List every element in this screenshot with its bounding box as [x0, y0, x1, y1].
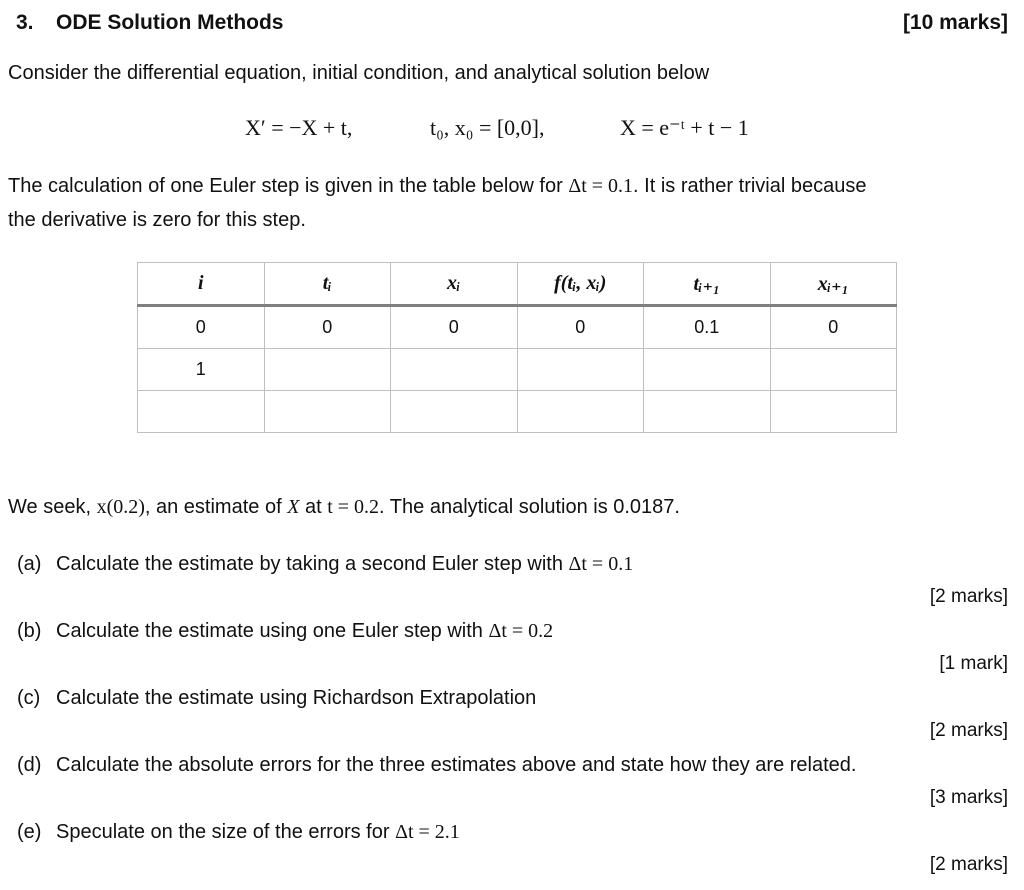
table-cell	[770, 349, 897, 391]
question-b-math: Δt = 0.2	[488, 620, 554, 642]
question-d-label: (d)	[17, 754, 42, 776]
question-e-marks: [2 marks]	[929, 854, 1008, 875]
table-cell	[517, 391, 644, 433]
question-c-marks: [2 marks]	[929, 720, 1008, 741]
total-marks: [10 marks]	[902, 11, 1008, 34]
table-cell	[264, 391, 391, 433]
question-d-text: Calculate the absolute errors for the three estimates above and state how they are related.	[56, 754, 857, 776]
seek-line	[8, 496, 680, 519]
explanation-line-2: the derivative is zero for this step.	[8, 209, 306, 231]
euler-table	[137, 262, 897, 433]
question-a-math: Δt = 0.1	[568, 553, 634, 575]
question-d-marks: [3 marks]	[929, 787, 1008, 808]
header-ti1: tᵢ₊₁	[644, 263, 771, 306]
table-cell: 0	[517, 306, 644, 349]
analytical-solution: X = e⁻ᵗ + t − 1	[620, 115, 749, 140]
table-cell: 0	[138, 306, 265, 349]
question-a-label: (a)	[17, 553, 42, 575]
table-row	[138, 306, 897, 349]
table-cell: 0	[391, 306, 518, 349]
intro-text: Consider the differential equation, initial condition, and analytical solution below	[8, 62, 710, 84]
ode-equation: X′ = −X + t,	[245, 115, 353, 140]
header-xi: xᵢ	[391, 263, 518, 306]
question-e-text: Speculate on the size of the errors for Δt = 2.1	[56, 821, 460, 843]
seek-suffix: . The analytical solution is 0.0187.	[379, 496, 680, 518]
seek-X: X	[287, 496, 300, 518]
section-title: ODE Solution Methods	[56, 11, 284, 34]
seek-mid1: , an estimate of	[144, 496, 288, 518]
question-e-label: (e)	[17, 821, 42, 843]
explanation-line-1	[8, 175, 866, 198]
table-cell	[391, 349, 518, 391]
table-cell	[517, 349, 644, 391]
header-xi1: xᵢ₊₁	[770, 263, 897, 306]
question-a-text: Calculate the estimate by taking a second Euler step with Δt = 0.1	[56, 553, 634, 575]
table-cell: 1	[138, 349, 265, 391]
seek-t-eq: t = 0.2	[327, 496, 380, 518]
header-i: i	[138, 263, 265, 306]
table-cell: 0.1	[644, 306, 771, 349]
initial-condition: t₀, x₀ = [0,0],	[430, 115, 545, 140]
question-c-label: (c)	[17, 687, 41, 709]
table-cell	[644, 391, 771, 433]
table-cell	[264, 349, 391, 391]
table-row	[138, 349, 897, 391]
table-cell	[391, 391, 518, 433]
explanation-delta: Δt = 0.1	[568, 175, 634, 197]
seek-prefix: We seek,	[8, 496, 97, 518]
table-cell	[770, 391, 897, 433]
question-e-math: Δt = 2.1	[395, 821, 460, 843]
header-ti: tᵢ	[264, 263, 391, 306]
section-number: 3.	[16, 11, 34, 34]
question-c-text: Calculate the estimate using Richardson Extrapolation	[56, 687, 537, 709]
question-b-label: (b)	[17, 620, 42, 642]
table-cell: 0	[264, 306, 391, 349]
explanation-prefix: The calculation of one Euler step is given in the table below for	[8, 175, 569, 197]
table-cell	[138, 391, 265, 433]
question-b-text: Calculate the estimate using one Euler step with Δt = 0.2	[56, 620, 554, 642]
question-b-marks: [1 mark]	[939, 653, 1008, 674]
table-cell	[644, 349, 771, 391]
table-row	[138, 391, 897, 433]
table-header-row	[138, 263, 897, 306]
table-cell: 0	[770, 306, 897, 349]
seek-mid2: at	[299, 496, 328, 518]
seek-x02: x(0.2)	[96, 496, 145, 518]
question-a-marks: [2 marks]	[929, 586, 1008, 607]
explanation-suffix: . It is rather trivial because	[633, 175, 867, 197]
header-f: f(tᵢ, xᵢ)	[517, 263, 644, 306]
